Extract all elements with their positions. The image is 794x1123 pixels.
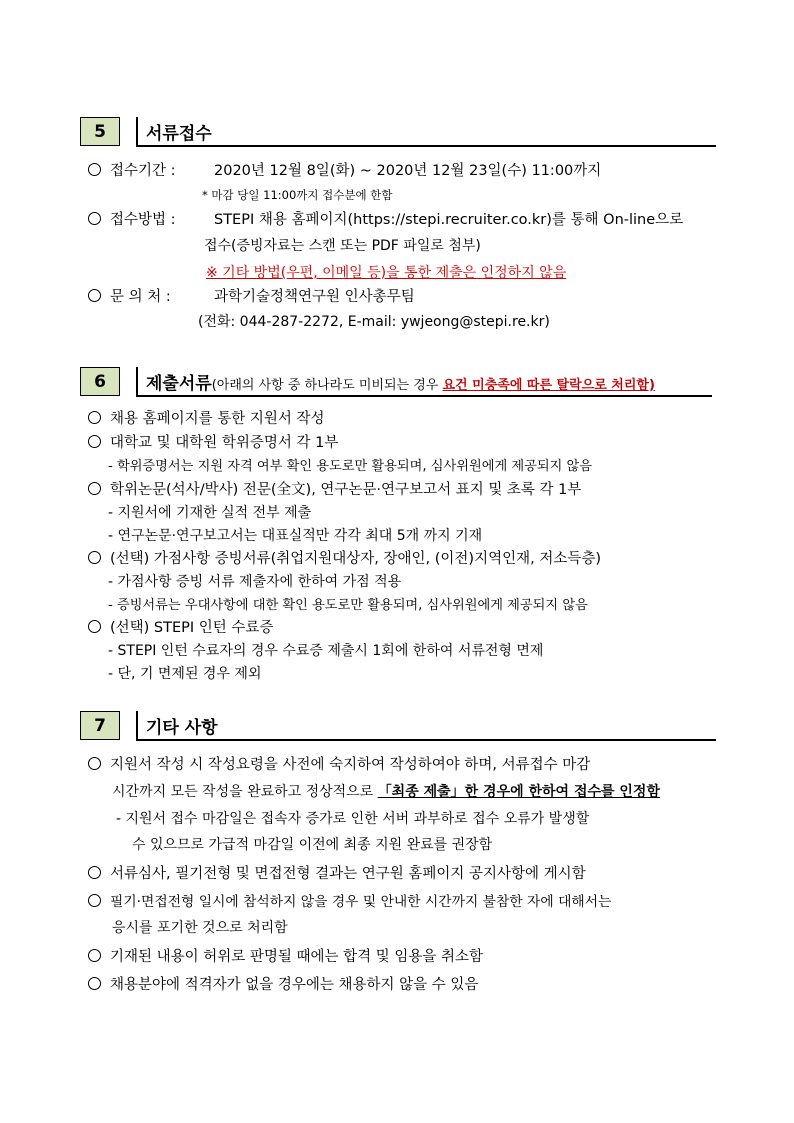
- period-row: [88, 159, 601, 180]
- list-item-text: (선택) 가점사항 증빙서류(취업지원대상자, 장애인, (이전)지역인재, 저소득층): [110, 551, 602, 567]
- list-subitem: - STEPI 인턴 수료자의 경우 수료증 제출시 1회에 한하여 서류전형 면제: [108, 643, 544, 659]
- list-subitem: - 증빙서류는 우대사항에 대한 확인 용도로만 활용되며, 심사위원에게 제공되지 않음: [108, 598, 588, 613]
- list-subitem: - 지원서에 기재한 실적 전부 제출: [108, 505, 312, 521]
- method-value-2: 접수(증빙자료는 스캔 또는 PDF 파일로 첨부): [204, 238, 481, 254]
- section-6-header: [80, 367, 712, 399]
- list-item-text: 학위논문(석사/박사) 전문(全文), 연구논문·연구보고서 표지 및 초록 각 1부: [110, 482, 582, 498]
- method-value: STEPI 채용 홈페이지(https://stepi.recruiter.co.kr)를 통해 On-line으로: [214, 212, 684, 228]
- paragraph: [88, 973, 478, 994]
- section-5: [80, 117, 716, 337]
- divider: [136, 395, 712, 397]
- section-title: 기타 사항: [146, 718, 218, 738]
- paragraph-text: 채용분야에 적격자가 없을 경우에는 채용하지 않을 수 있음: [110, 977, 479, 993]
- circle-bullet-icon: [88, 757, 101, 770]
- list-item: [88, 547, 601, 568]
- paragraph-text: 기재된 내용이 허위로 판명될 때에는 합격 및 임용을 취소함: [110, 949, 484, 965]
- period-label: 접수기간 :: [110, 163, 176, 179]
- paragraph-line: 응시를 포기한 것으로 처리함: [112, 920, 288, 936]
- section-number: 7: [80, 711, 120, 740]
- paragraph-text: 지원서 작성 시 작성요령을 사전에 숙지하여 작성하여야 하며, 서류접수 마감: [110, 757, 591, 773]
- paragraph-line: [112, 781, 660, 801]
- list-subitem: - 학위증명서는 지원 자격 여부 확인 용도로만 활용되며, 심사위원에게 제공되지 않음: [108, 459, 592, 474]
- circle-bullet-icon: [88, 411, 101, 424]
- list-subitem: - 연구논문·연구보고서는 대표실적만 각각 최대 5개 까지 기재: [108, 528, 483, 544]
- circle-bullet-icon: [88, 866, 101, 879]
- list-item-text: (선택) STEPI 인턴 수료증: [110, 620, 274, 636]
- paragraph: [88, 945, 483, 966]
- list-item-text: 대학교 및 대학원 학위증명서 각 1부: [110, 435, 339, 451]
- section-number: 5: [80, 117, 120, 146]
- section-6: [80, 367, 712, 687]
- section-7: [80, 711, 716, 1011]
- list-item: [88, 616, 273, 637]
- section-number: 6: [80, 367, 120, 396]
- contact-label: 문 의 처 :: [110, 289, 171, 305]
- divider: [136, 367, 138, 396]
- circle-bullet-icon: [88, 289, 101, 302]
- section-title-warning: 요건 미충족에 따른 탈락으로 처리함): [442, 378, 655, 393]
- circle-bullet-icon: [88, 163, 101, 176]
- list-subitem: - 단, 기 면제된 경우 제외: [108, 666, 262, 682]
- circle-bullet-icon: [88, 620, 101, 633]
- paragraph-text: 서류심사, 필기전형 및 면접전형 결과는 연구원 홈페이지 공지사항에 게시함: [110, 866, 586, 882]
- divider: [136, 739, 716, 741]
- contact-detail: (전화: 044-287-2272, E-mail: ywjeong@stepi.re.kr): [198, 314, 550, 330]
- circle-bullet-icon: [88, 977, 101, 990]
- section-title-note: (아래의 사항 중 하나라도 미비되는 경우: [211, 378, 443, 393]
- list-item: [88, 407, 325, 428]
- paragraph: [88, 753, 590, 774]
- divider: [136, 117, 138, 146]
- circle-bullet-icon: [88, 435, 101, 448]
- list-subitem: - 지원서 접수 마감일은 접속자 증가로 인한 서버 과부하로 접수 오류가 발생할: [116, 811, 590, 827]
- circle-bullet-icon: [88, 949, 101, 962]
- section-title: 서류접수: [146, 124, 212, 144]
- period-value: 2020년 12월 8일(화) ~ 2020년 12월 23일(수) 11:00까지: [214, 163, 602, 179]
- method-warning: ※ 기타 방법(우편, 이메일 등)을 통한 제출은 인정하지 않음: [206, 265, 567, 281]
- paragraph-text: 시간까지 모든 작성을 완료하고 정상적으로: [112, 784, 378, 800]
- divider: [136, 145, 716, 147]
- circle-bullet-icon: [88, 551, 101, 564]
- method-label: 접수방법 :: [110, 212, 176, 228]
- method-row: [88, 208, 683, 229]
- section-5-header: [80, 117, 716, 149]
- list-item: [88, 431, 338, 452]
- circle-bullet-icon: [88, 212, 101, 225]
- period-note: * 마감 당일 11:00까지 접수분에 한함: [202, 188, 393, 202]
- circle-bullet-icon: [88, 894, 101, 907]
- section-title-text: 제출서류: [146, 374, 212, 394]
- paragraph: [88, 862, 586, 883]
- list-item: [88, 478, 581, 499]
- paragraph-text: 필기·면접전형 일시에 참석하지 않을 경우 및 안내한 시간까지 불참한 자에 대해서는: [110, 894, 612, 910]
- list-subitem: - 가점사항 증빙 서류 제출자에 한하여 가점 적용: [108, 574, 402, 590]
- divider: [136, 711, 138, 740]
- list-subitem: 수 있으므로 가급적 마감일 이전에 최종 지원 완료를 권장함: [132, 837, 493, 853]
- paragraph: [88, 890, 611, 910]
- section-title: [146, 369, 655, 394]
- section-7-header: [80, 711, 716, 743]
- list-item-text: 채용 홈페이지를 통한 지원서 작성: [110, 411, 325, 427]
- contact-value: 과학기술정책연구원 인사총무팀: [214, 289, 415, 305]
- contact-row: [88, 285, 415, 306]
- circle-bullet-icon: [88, 482, 101, 495]
- emphasis-text: 「최종 제출」한 경우에 한하여 접수를 인정함: [377, 784, 660, 800]
